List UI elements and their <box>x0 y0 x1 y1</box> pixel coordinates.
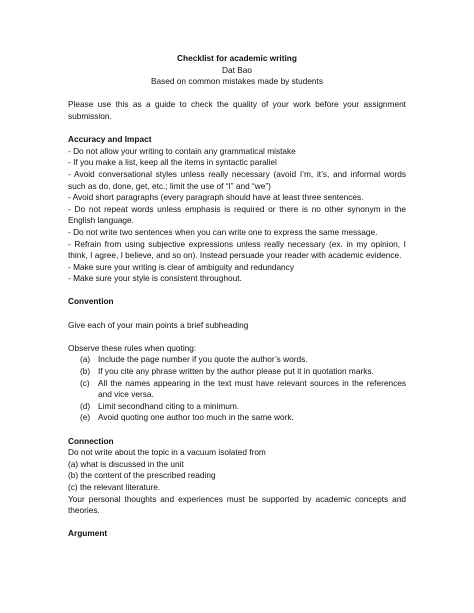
list-item: - Avoid conversational styles unless really necessary (avoid I’m, it’s, and informal words such as do, done, get, etc.; limit the use of “I” and “we”) <box>68 168 406 191</box>
list-item: Do not write about the topic in a vacuum isolated from <box>68 447 266 458</box>
list-item-text: Include the page number if you quote the author’s words. <box>98 354 308 365</box>
section-heading-argument: Argument <box>68 528 108 539</box>
connection-closing: Your personal thoughts and experiences must be supported by academic concepts and theories. <box>68 493 406 516</box>
list-item <box>68 354 406 366</box>
document-title: Checklist for academic writing <box>177 53 297 63</box>
list-item-text: All the names appearing in the text must have relevant sources in the references and vice versa. <box>98 377 406 400</box>
list-item: - Do not write two sentences when you can write one to express the same message. <box>68 226 378 237</box>
list-item: (b) the content of the prescribed reading <box>68 470 216 481</box>
spacer <box>68 517 406 529</box>
section-heading-convention: Convention <box>68 296 114 307</box>
list-item-label: (c) <box>80 377 90 388</box>
list-item: - If you make a list, keep all the items in syntactic parallel <box>68 157 277 168</box>
spacer <box>68 424 406 436</box>
spacer <box>68 331 406 343</box>
spacer <box>68 123 406 135</box>
list-item: (a) what is discussed in the unit <box>68 458 184 469</box>
section-heading-connection: Connection <box>68 435 114 446</box>
intro-paragraph: Please use this as a guide to check the quality of your work before your assignment submission. <box>68 99 406 121</box>
list-item-label: (b) <box>80 366 91 377</box>
quoting-rules-list <box>68 354 406 424</box>
list-item: - Make sure your style is consistent throughout. <box>68 273 242 284</box>
list-item-label: (e) <box>80 412 91 423</box>
list-item: (c) the relevant literature. <box>68 481 161 492</box>
list-item: - Do not allow your writing to contain any grammatical mistake <box>68 145 296 156</box>
list-item: - Refrain from using subjective expressions unless really necessary (ex. in my opinion, I think, I agree, I believe, and so on). Instead persuade your reader with academic evidence. <box>68 238 406 261</box>
document-subtitle: Based on common mistakes made by students <box>150 76 323 87</box>
list-item <box>68 366 406 378</box>
list-item-text: If you cite any phrase written by the author please put it in quotation marks. <box>98 366 374 377</box>
list-item: - Make sure your writing is clear of ambiguity and redundancy <box>68 261 294 272</box>
spacer <box>68 308 406 320</box>
list-item-text: Limit secondhand citing to a minimum. <box>98 400 240 411</box>
list-item: - Do not repeat words unless emphasis is required or there is no other synonym in the English language. <box>68 203 406 226</box>
spacer <box>68 88 406 100</box>
spacer <box>68 285 406 297</box>
list-item <box>68 412 406 424</box>
list-item <box>68 401 406 413</box>
list-item-text: Avoid quoting one author too much in the same work. <box>98 412 294 423</box>
quoting-rules-intro: Observe these rules when quoting: <box>68 342 197 353</box>
list-item-label: (d) <box>80 400 91 411</box>
section-heading-accuracy: Accuracy and Impact <box>68 134 152 145</box>
list-item: - Avoid short paragraphs (every paragraph should have at least three sentences. <box>68 192 364 203</box>
document-body <box>68 53 406 540</box>
list-item <box>68 378 406 401</box>
document-author: Dat Bao <box>222 64 252 75</box>
list-item-label: (a) <box>80 354 91 365</box>
convention-subheading-rule: Give each of your main points a brief subheading <box>68 319 249 330</box>
